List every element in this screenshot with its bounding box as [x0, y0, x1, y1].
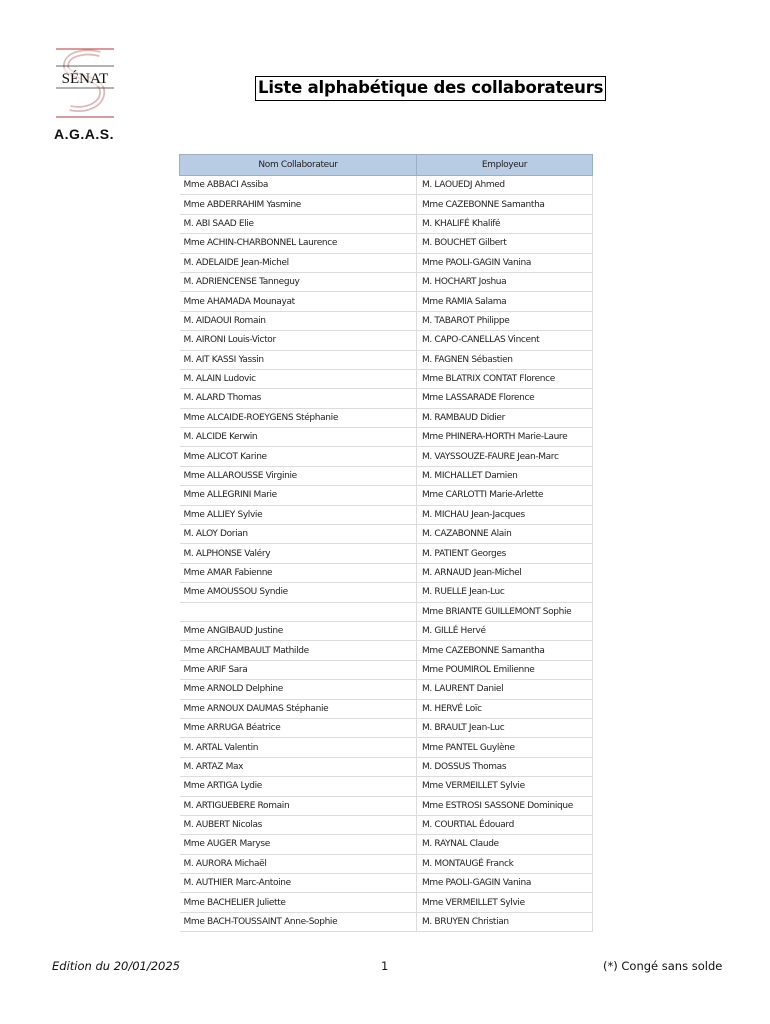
employer-name-cell: Mme RAMIA Salama — [417, 292, 593, 311]
table-row — [180, 176, 593, 195]
collaborator-name-cell: M. AURORA Michaël — [180, 854, 417, 873]
employer-name-cell: M. LAOUEDJ Ahmed — [417, 176, 593, 195]
employer-name-cell: M. COURTIAL Édouard — [417, 815, 593, 834]
collaborator-name-cell: Mme ALLAROUSSE Virginie — [180, 466, 417, 485]
collaborator-name-cell: M. ADRIENCENSE Tanneguy — [180, 272, 417, 291]
employer-name-cell: Mme ESTROSI SASSONE Dominique — [417, 796, 593, 815]
collaborator-name-cell: M. AUBERT Nicolas — [180, 815, 417, 834]
collaborator-name-cell: M. ARTAZ Max — [180, 757, 417, 776]
table-row — [180, 602, 593, 621]
table-body — [180, 176, 593, 932]
employer-name-cell: Mme PAOLI-GAGIN Vanina — [417, 253, 593, 272]
table-row — [180, 641, 593, 660]
collaborator-name-cell: Mme BACHELIER Juliette — [180, 893, 417, 912]
employer-name-cell: M. BOUCHET Gilbert — [417, 234, 593, 253]
collaborator-name-cell — [180, 602, 417, 621]
employer-name-cell: M. MICHAU Jean-Jacques — [417, 505, 593, 524]
table-row — [180, 660, 593, 679]
employer-name-cell: M. MICHALLET Damien — [417, 466, 593, 485]
table-row — [180, 389, 593, 408]
table-row — [180, 292, 593, 311]
collaborator-name-cell: Mme ARNOLD Delphine — [180, 680, 417, 699]
table-header-row — [180, 155, 593, 176]
senat-emblem-icon — [50, 46, 118, 120]
table-row — [180, 815, 593, 834]
employer-name-cell: M. RUELLE Jean-Luc — [417, 583, 593, 602]
employer-name-cell: Mme LASSARADE Florence — [417, 389, 593, 408]
employer-name-cell: M. GILLÉ Hervé — [417, 621, 593, 640]
employer-name-cell: M. VAYSSOUZE-FAURE Jean-Marc — [417, 447, 593, 466]
employer-name-cell: Mme CAZEBONNE Samantha — [417, 641, 593, 660]
employer-name-cell: Mme BLATRIX CONTAT Florence — [417, 369, 593, 388]
table-row — [180, 214, 593, 233]
collaborator-name-cell: M. ALCIDE Kerwin — [180, 428, 417, 447]
table-row — [180, 447, 593, 466]
agas-label: A.G.A.S. — [54, 126, 115, 142]
table-row — [180, 505, 593, 524]
column-header-employer: Employeur — [417, 155, 593, 176]
table-row — [180, 272, 593, 291]
collaborator-name-cell: M. AIT KASSI Yassin — [180, 350, 417, 369]
collaborators-table-container — [179, 154, 592, 932]
employer-name-cell: M. CAPO-CANELLAS Vincent — [417, 331, 593, 350]
collaborator-name-cell: Mme ARRUGA Béatrice — [180, 718, 417, 737]
collaborator-name-cell: M. ALARD Thomas — [180, 389, 417, 408]
table-row — [180, 369, 593, 388]
table-row — [180, 874, 593, 893]
collaborator-name-cell: Mme ARCHAMBAULT Mathilde — [180, 641, 417, 660]
collaborator-name-cell: Mme ABBACI Assiba — [180, 176, 417, 195]
footnote-unpaid-leave: (*) Congé sans solde — [603, 959, 723, 973]
employer-name-cell: Mme VERMEILLET Sylvie — [417, 893, 593, 912]
collaborator-name-cell: Mme BACH-TOUSSAINT Anne-Sophie — [180, 912, 417, 931]
employer-name-cell: M. LAURENT Daniel — [417, 680, 593, 699]
employer-name-cell: M. RAYNAL Claude — [417, 835, 593, 854]
collaborators-table — [179, 154, 593, 932]
collaborator-name-cell: Mme ARNOUX DAUMAS Stéphanie — [180, 699, 417, 718]
table-row — [180, 331, 593, 350]
table-row — [180, 718, 593, 737]
table-row — [180, 466, 593, 485]
collaborator-name-cell: M. ADELAIDE Jean-Michel — [180, 253, 417, 272]
table-row — [180, 234, 593, 253]
collaborator-name-cell: M. ABI SAAD Elie — [180, 214, 417, 233]
employer-name-cell: Mme CARLOTTI Marie-Arlette — [417, 486, 593, 505]
employer-name-cell: M. ARNAUD Jean-Michel — [417, 563, 593, 582]
edition-date: Edition du 20/01/2025 — [52, 959, 180, 973]
collaborator-name-cell: Mme ABDERRAHIM Yasmine — [180, 195, 417, 214]
table-row — [180, 912, 593, 931]
table-row — [180, 680, 593, 699]
collaborator-name-cell: M. AIRONI Louis-Victor — [180, 331, 417, 350]
employer-name-cell: M. TABAROT Philippe — [417, 311, 593, 330]
collaborator-name-cell: M. AIDAOUI Romain — [180, 311, 417, 330]
table-row — [180, 408, 593, 427]
table-row — [180, 621, 593, 640]
table-row — [180, 428, 593, 447]
employer-name-cell: Mme POUMIROL Emilienne — [417, 660, 593, 679]
employer-name-cell: M. HOCHART Joshua — [417, 272, 593, 291]
table-row — [180, 854, 593, 873]
employer-name-cell: M. KHALIFÉ Khalifé — [417, 214, 593, 233]
table-row — [180, 563, 593, 582]
table-row — [180, 253, 593, 272]
collaborator-name-cell: Mme ARIF Sara — [180, 660, 417, 679]
table-row — [180, 893, 593, 912]
page-title: Liste alphabétique des collaborateurs — [255, 76, 606, 101]
table-row — [180, 195, 593, 214]
employer-name-cell: M. RAMBAUD Didier — [417, 408, 593, 427]
table-row — [180, 835, 593, 854]
employer-name-cell: M. FAGNEN Sébastien — [417, 350, 593, 369]
collaborator-name-cell: Mme ANGIBAUD Justine — [180, 621, 417, 640]
table-row — [180, 738, 593, 757]
collaborator-name-cell: Mme ALCAIDE-ROEYGENS Stéphanie — [180, 408, 417, 427]
employer-name-cell: M. PATIENT Georges — [417, 544, 593, 563]
senat-logo-text: SÉNAT — [61, 71, 109, 87]
collaborator-name-cell: M. ALPHONSE Valéry — [180, 544, 417, 563]
collaborator-name-cell: M. AUTHIER Marc-Antoine — [180, 874, 417, 893]
table-row — [180, 525, 593, 544]
employer-name-cell: Mme CAZEBONNE Samantha — [417, 195, 593, 214]
collaborator-name-cell: M. ARTIGUEBERE Romain — [180, 796, 417, 815]
collaborator-name-cell: M. ARTAL Valentin — [180, 738, 417, 757]
employer-name-cell: Mme VERMEILLET Sylvie — [417, 777, 593, 796]
table-row — [180, 311, 593, 330]
employer-name-cell: M. DOSSUS Thomas — [417, 757, 593, 776]
table-row — [180, 350, 593, 369]
table-row — [180, 699, 593, 718]
collaborator-name-cell: Mme ACHIN-CHARBONNEL Laurence — [180, 234, 417, 253]
collaborator-name-cell: Mme ALLIEY Sylvie — [180, 505, 417, 524]
collaborator-name-cell: Mme AMOUSSOU Syndie — [180, 583, 417, 602]
employer-name-cell: Mme PANTEL Guylène — [417, 738, 593, 757]
senat-logo — [46, 46, 126, 146]
collaborator-name-cell: M. ALOY Dorian — [180, 525, 417, 544]
table-row — [180, 757, 593, 776]
table-row — [180, 796, 593, 815]
employer-name-cell: M. CAZABONNE Alain — [417, 525, 593, 544]
collaborator-name-cell: M. ALAIN Ludovic — [180, 369, 417, 388]
employer-name-cell: M. BRAULT Jean-Luc — [417, 718, 593, 737]
collaborator-name-cell: Mme AUGER Maryse — [180, 835, 417, 854]
table-row — [180, 486, 593, 505]
table-row — [180, 544, 593, 563]
collaborator-name-cell: Mme AMAR Fabienne — [180, 563, 417, 582]
column-header-collaborator: Nom Collaborateur — [180, 155, 417, 176]
employer-name-cell: Mme PHINERA-HORTH Marie-Laure — [417, 428, 593, 447]
table-row — [180, 777, 593, 796]
page-number: 1 — [381, 959, 389, 973]
collaborator-name-cell: Mme ALLEGRINI Marie — [180, 486, 417, 505]
collaborator-name-cell: Mme ALICOT Karine — [180, 447, 417, 466]
employer-name-cell: M. BRUYEN Christian — [417, 912, 593, 931]
table-row — [180, 583, 593, 602]
employer-name-cell: Mme PAOLI-GAGIN Vanina — [417, 874, 593, 893]
collaborator-name-cell: Mme ARTIGA Lydie — [180, 777, 417, 796]
collaborator-name-cell: Mme AHAMADA Mounayat — [180, 292, 417, 311]
employer-name-cell: M. MONTAUGÉ Franck — [417, 854, 593, 873]
employer-name-cell: M. HERVÉ Loïc — [417, 699, 593, 718]
employer-name-cell: Mme BRIANTE GUILLEMONT Sophie — [417, 602, 593, 621]
